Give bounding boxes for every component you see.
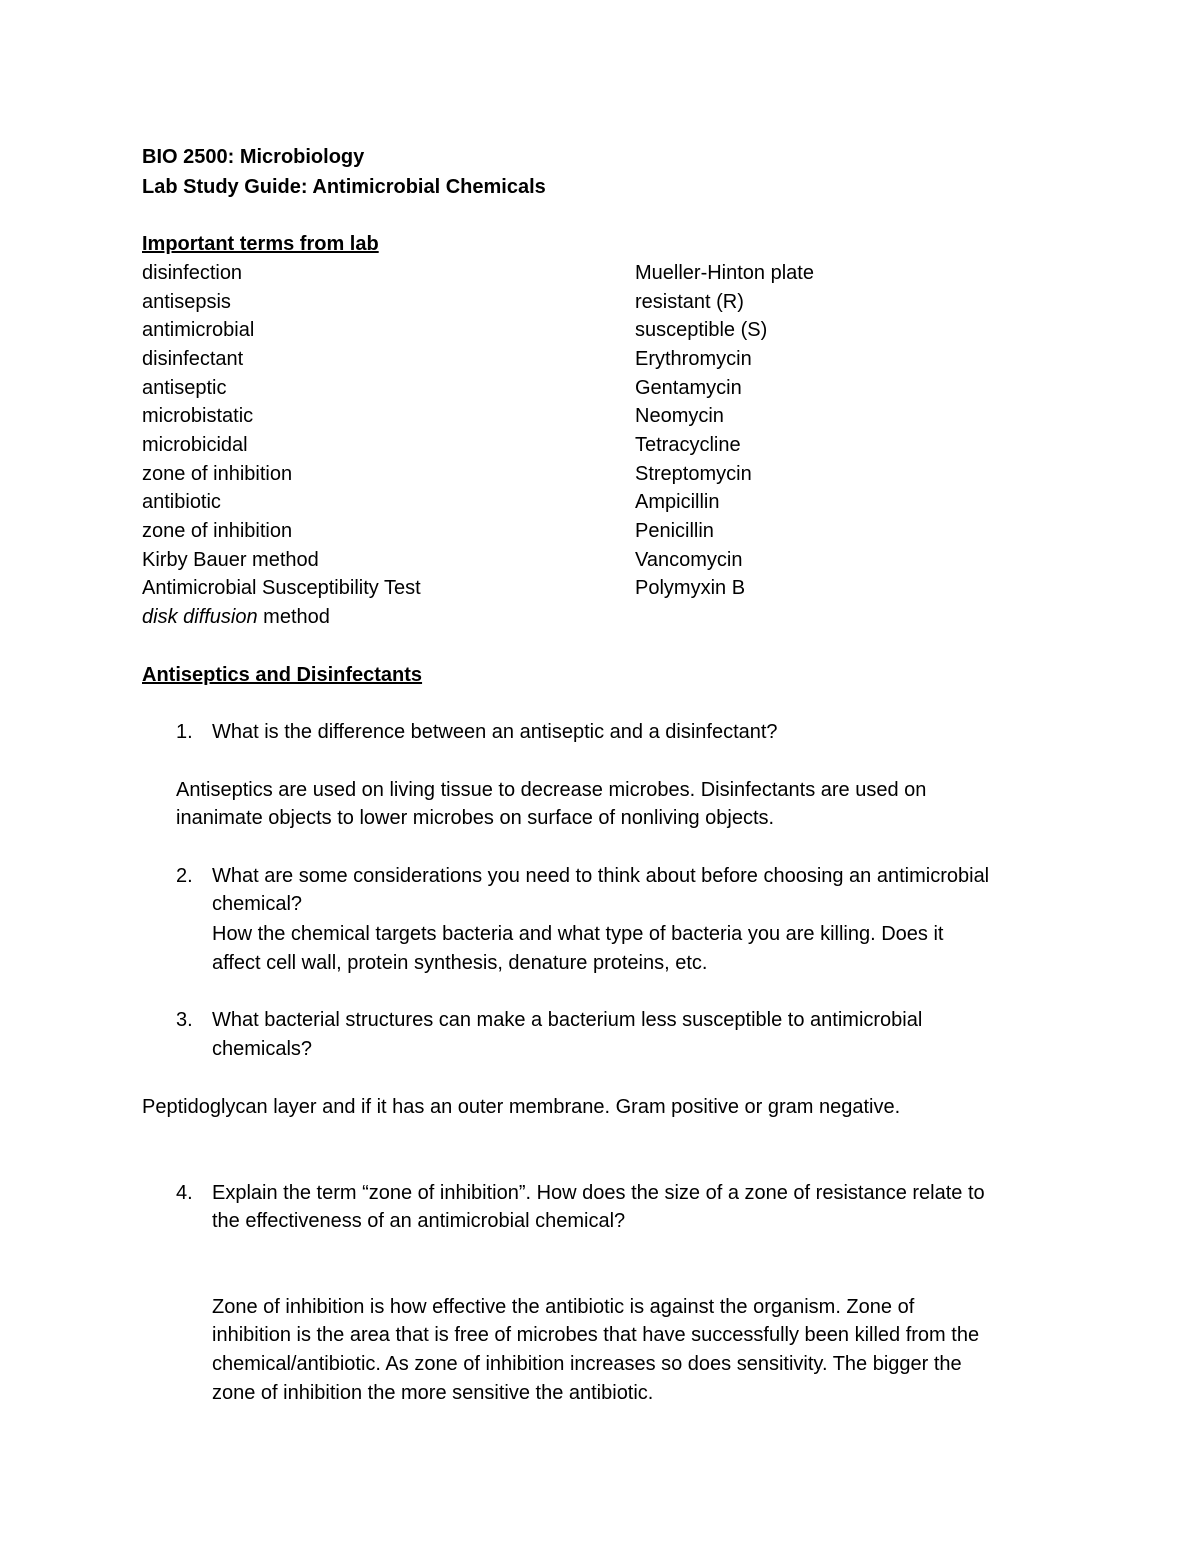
term-item: Ampicillin xyxy=(635,491,720,513)
term-item: Kirby Bauer method xyxy=(142,549,319,571)
question-2-text: What are some considerations you need to think about before choosing an antimicrobial xyxy=(212,865,990,887)
question-3-text: chemicals? xyxy=(212,1038,313,1060)
term-item: antisepsis xyxy=(142,291,231,313)
term-item: resistant (R) xyxy=(635,291,744,313)
answer-1-line: Antiseptics are used on living tissue to decrease microbes. Disinfectants are used on xyxy=(176,779,927,801)
term-item: Penicillin xyxy=(635,520,714,542)
guide-title: Lab Study Guide: Antimicrobial Chemicals xyxy=(142,176,546,198)
section-heading-antiseptics: Antiseptics and Disinfectants xyxy=(142,664,423,686)
term-item: Polymyxin B xyxy=(635,577,746,599)
term-item: Neomycin xyxy=(635,405,724,427)
answer-1-line: inanimate objects to lower microbes on surface of nonliving objects. xyxy=(176,807,775,829)
question-number: 2. xyxy=(176,865,193,887)
term-item: Antimicrobial Susceptibility Test xyxy=(142,577,421,599)
term-item: zone of inhibition xyxy=(142,520,293,542)
term-item: Gentamycin xyxy=(635,377,742,399)
term-item: Mueller-Hinton plate xyxy=(635,262,814,284)
term-item: susceptible (S) xyxy=(635,319,768,341)
question-4-text: the effectiveness of an antimicrobial chemical? xyxy=(212,1210,626,1232)
question-number: 4. xyxy=(176,1182,193,1204)
question-1-text: What is the difference between an antiseptic and a disinfectant? xyxy=(212,721,778,743)
term-italic-part: disk diffusion xyxy=(142,606,258,628)
term-rest-part: method xyxy=(257,606,330,628)
question-3-text: What bacterial structures can make a bacterium less susceptible to antimicrobial xyxy=(212,1009,923,1031)
question-2-text: chemical? xyxy=(212,893,303,915)
term-item: Vancomycin xyxy=(635,549,743,571)
term-item: disinfection xyxy=(142,262,243,284)
term-item: microbistatic xyxy=(142,405,254,427)
term-item: antiseptic xyxy=(142,377,227,399)
answer-4-line: chemical/antibiotic. As zone of inhibition increases so does sensitivity. The bigger the xyxy=(212,1353,962,1375)
term-item: Tetracycline xyxy=(635,434,741,456)
answer-4-line: zone of inhibition the more sensitive the antibiotic. xyxy=(212,1382,654,1404)
answer-3-line: Peptidoglycan layer and if it has an outer membrane. Gram positive or gram negative. xyxy=(142,1096,901,1118)
term-item: Erythromycin xyxy=(635,348,752,370)
terms-heading: Important terms from lab xyxy=(142,233,379,255)
course-title: BIO 2500: Microbiology xyxy=(142,146,365,168)
term-item-disk-diffusion xyxy=(142,605,330,629)
question-number: 1. xyxy=(176,721,193,743)
term-item: zone of inhibition xyxy=(142,463,293,485)
answer-2-line: How the chemical targets bacteria and what type of bacteria you are killing. Does it xyxy=(212,923,944,945)
answer-4-line: Zone of inhibition is how effective the antibiotic is against the organism. Zone of xyxy=(212,1296,915,1318)
question-number: 3. xyxy=(176,1009,193,1031)
answer-4-line: inhibition is the area that is free of microbes that have successfully been killed from the xyxy=(212,1324,980,1346)
question-4-text: Explain the term “zone of inhibition”. How does the size of a zone of resistance relate to xyxy=(212,1182,985,1204)
term-item: disinfectant xyxy=(142,348,244,370)
term-item: antimicrobial xyxy=(142,319,255,341)
answer-2-line: affect cell wall, protein synthesis, denature proteins, etc. xyxy=(212,952,708,974)
term-item: Streptomycin xyxy=(635,463,752,485)
term-item: antibiotic xyxy=(142,491,221,513)
term-item: microbicidal xyxy=(142,434,248,456)
